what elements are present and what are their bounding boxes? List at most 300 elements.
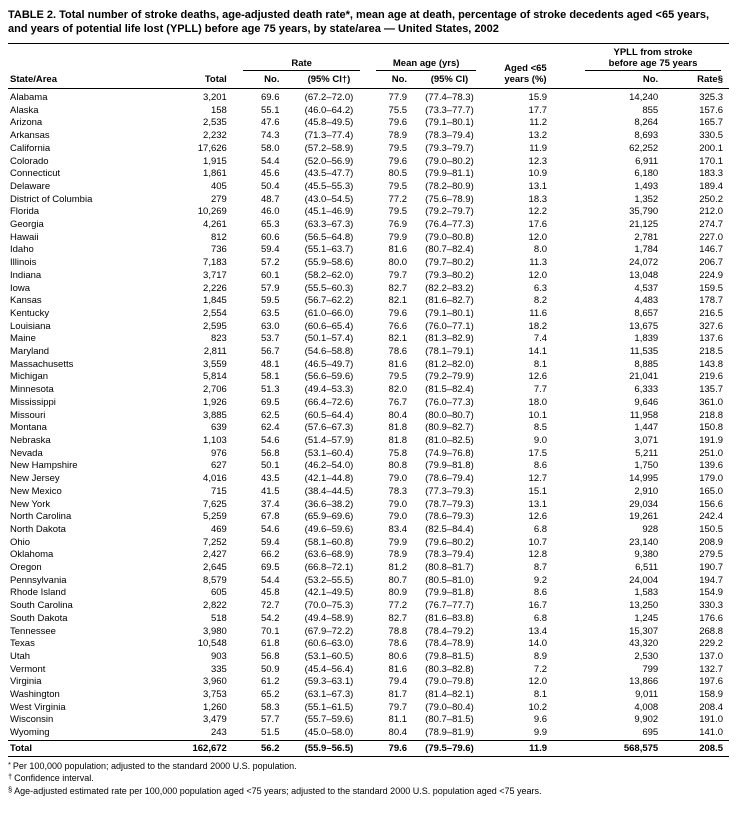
value-cell: (79.6–80.2) xyxy=(425,536,474,548)
value-cell: 4,008 xyxy=(634,701,659,713)
value-cell: 18.2 xyxy=(528,320,548,332)
value-cell: (53.1–60.4) xyxy=(304,447,354,459)
table-row xyxy=(8,587,729,600)
value-cell: 191.9 xyxy=(699,434,723,446)
value-cell: 80.5 xyxy=(388,168,408,180)
value-cell: (61.0–66.0) xyxy=(304,307,354,319)
value-cell: (77.4–78.3) xyxy=(425,92,474,103)
value-cell: 9,902 xyxy=(634,714,659,726)
table-row xyxy=(8,435,729,448)
value-cell: 4,483 xyxy=(634,295,659,307)
value-cell: 224.9 xyxy=(699,269,723,281)
value-cell: (77.3–79.3) xyxy=(425,485,474,497)
table-row xyxy=(8,473,729,486)
state-area-cell: Idaho xyxy=(10,244,34,256)
value-cell: (46.5–49.7) xyxy=(304,358,354,370)
value-cell: 79.7 xyxy=(388,701,408,713)
value-cell: 212.0 xyxy=(699,206,723,218)
value-cell: 2,706 xyxy=(203,384,227,396)
value-cell: 69.6 xyxy=(260,92,280,103)
value-cell: 78.9 xyxy=(388,130,408,142)
value-cell: 695 xyxy=(642,727,659,739)
col-header-total: Total xyxy=(180,44,235,89)
value-cell: (81.4–82.1) xyxy=(425,689,474,701)
value-cell: 132.7 xyxy=(699,663,723,675)
value-cell: 4,261 xyxy=(203,219,227,231)
table-row xyxy=(8,156,729,169)
footnote-dagger-symbol: † xyxy=(8,772,13,782)
value-cell: 65.2 xyxy=(260,689,280,701)
value-cell: 176.6 xyxy=(699,612,723,624)
value-cell: 6,180 xyxy=(634,168,659,180)
value-cell: (78.3–79.4) xyxy=(425,130,474,142)
value-cell: 8,264 xyxy=(634,117,659,129)
value-cell: (76.4–77.3) xyxy=(425,219,474,231)
value-cell: 59.4 xyxy=(260,536,280,548)
value-cell: 137.6 xyxy=(699,333,723,345)
value-cell: 605 xyxy=(210,587,227,599)
state-area-cell: Kansas xyxy=(10,295,42,307)
value-cell: 79.6 xyxy=(388,155,408,167)
value-cell: (56.7–62.2) xyxy=(304,295,354,307)
value-cell: 1,103 xyxy=(203,434,227,446)
value-cell: (49.4–58.9) xyxy=(304,612,354,624)
value-cell: 15,307 xyxy=(629,625,659,637)
value-cell: 7,183 xyxy=(203,257,227,269)
value-cell: 66.2 xyxy=(260,549,280,561)
footnotes xyxy=(8,760,729,798)
state-area-cell: New Mexico xyxy=(10,485,62,497)
value-cell: 55.1 xyxy=(260,104,280,116)
value-cell: 56.7 xyxy=(260,346,280,358)
col-header-ypll-no: No. xyxy=(577,71,672,89)
value-cell: (66.8–72.1) xyxy=(304,562,354,574)
col-group-ypll-label xyxy=(585,47,721,71)
state-area-cell: Arizona xyxy=(10,117,43,129)
value-cell: 6,333 xyxy=(634,384,659,396)
value-cell: (80.5–81.0) xyxy=(425,574,474,586)
value-cell: 7,625 xyxy=(203,498,227,510)
value-cell: 81.8 xyxy=(388,434,408,446)
value-cell: 58.1 xyxy=(260,371,280,383)
value-cell: (80.0–80.7) xyxy=(425,409,474,421)
value-cell: 13,866 xyxy=(629,676,659,688)
total-value-cell: 79.6 xyxy=(368,740,415,756)
value-cell: 81.7 xyxy=(388,689,408,701)
value-cell: 8,579 xyxy=(203,574,227,586)
value-cell: 58.3 xyxy=(260,701,280,713)
state-area-cell: Rhode Island xyxy=(10,587,66,599)
value-cell: (53.2–55.5) xyxy=(304,574,354,586)
value-cell: (74.9–76.8) xyxy=(425,447,474,459)
table-body xyxy=(8,89,729,741)
state-area-cell: Mississippi xyxy=(10,396,56,408)
value-cell: 13.1 xyxy=(528,180,548,192)
state-area-cell: Arkansas xyxy=(10,130,50,142)
value-cell: 8.6 xyxy=(533,587,548,599)
total-value-cell: 11.9 xyxy=(484,740,577,756)
state-area-cell: Nevada xyxy=(10,447,43,459)
value-cell: 65.3 xyxy=(260,219,280,231)
value-cell: (43.0–54.5) xyxy=(304,193,354,205)
total-value-cell: (55.9–56.5) xyxy=(289,740,368,756)
value-cell: 150.5 xyxy=(699,523,723,535)
table-row xyxy=(8,232,729,245)
value-cell: 639 xyxy=(210,422,227,434)
value-cell: 79.4 xyxy=(388,676,408,688)
state-area-cell: Louisiana xyxy=(10,320,51,332)
value-cell: 80.0 xyxy=(388,257,408,269)
value-cell: 1,352 xyxy=(634,193,659,205)
value-cell: 53.7 xyxy=(260,333,280,345)
state-area-cell: Colorado xyxy=(10,155,49,167)
value-cell: 190.7 xyxy=(699,562,723,574)
value-cell: 12.0 xyxy=(528,269,548,281)
value-cell: 9,646 xyxy=(634,396,659,408)
value-cell: 158 xyxy=(210,104,227,116)
value-cell: 17,626 xyxy=(197,142,227,154)
value-cell: 76.9 xyxy=(388,219,408,231)
table-row xyxy=(8,664,729,677)
value-cell: 2,554 xyxy=(203,307,227,319)
value-cell: (82.2–83.2) xyxy=(425,282,474,294)
value-cell: 8,693 xyxy=(634,130,659,142)
value-cell: 79.7 xyxy=(388,269,408,281)
value-cell: (81.5–82.4) xyxy=(425,384,474,396)
value-cell: 243 xyxy=(210,727,227,739)
value-cell: 141.0 xyxy=(699,727,723,739)
value-cell: 2,535 xyxy=(203,117,227,129)
value-cell: 78.9 xyxy=(388,549,408,561)
value-cell: 75.8 xyxy=(388,447,408,459)
state-area-cell: Virginia xyxy=(10,676,42,688)
table-row xyxy=(8,714,729,727)
value-cell: (73.3–77.7) xyxy=(425,104,474,116)
table-row xyxy=(8,181,729,194)
value-cell: 4,537 xyxy=(634,282,659,294)
state-area-cell: New Hampshire xyxy=(10,460,78,472)
table-row xyxy=(8,511,729,524)
value-cell: (63.1–67.3) xyxy=(304,689,354,701)
value-cell: (53.1–60.5) xyxy=(304,650,354,662)
value-cell: 12.8 xyxy=(528,549,548,561)
value-cell: 80.4 xyxy=(388,409,408,421)
value-cell: 13,675 xyxy=(629,320,659,332)
state-area-cell: Ohio xyxy=(10,536,31,548)
state-area-cell: Wisconsin xyxy=(10,714,54,726)
value-cell: (80.3–82.8) xyxy=(425,663,474,675)
value-cell: 2,811 xyxy=(203,346,227,358)
value-cell: 855 xyxy=(642,104,659,116)
value-cell: 2,232 xyxy=(203,130,227,142)
footnote-ypll-rate xyxy=(8,785,729,798)
state-area-cell: Utah xyxy=(10,650,31,662)
value-cell: (42.1–49.5) xyxy=(304,587,354,599)
value-cell: 79.5 xyxy=(388,371,408,383)
state-area-cell: New Jersey xyxy=(10,473,60,485)
value-cell: 183.3 xyxy=(699,168,723,180)
table-row xyxy=(8,562,729,575)
state-area-cell: Wyoming xyxy=(10,727,50,739)
table-row xyxy=(8,702,729,715)
value-cell: 139.6 xyxy=(699,460,723,472)
table-row xyxy=(8,206,729,219)
table-row xyxy=(8,626,729,639)
value-cell: (75.6–78.9) xyxy=(425,193,474,205)
value-cell: 208.9 xyxy=(699,536,723,548)
value-cell: 12.6 xyxy=(528,511,548,523)
state-area-cell: Hawaii xyxy=(10,231,39,243)
table-row xyxy=(8,244,729,257)
value-cell: 72.7 xyxy=(260,600,280,612)
table-row xyxy=(8,486,729,499)
value-cell: 17.7 xyxy=(528,104,548,116)
value-cell: 165.0 xyxy=(699,485,723,497)
value-cell: 2,910 xyxy=(634,485,659,497)
state-area-cell: New York xyxy=(10,498,51,510)
value-cell: 50.4 xyxy=(260,180,280,192)
value-cell: 79.0 xyxy=(388,473,408,485)
value-cell: 81.6 xyxy=(388,358,408,370)
value-cell: 229.2 xyxy=(699,638,723,650)
value-cell: 3,980 xyxy=(203,625,227,637)
value-cell: 23,140 xyxy=(629,536,659,548)
value-cell: (60.6–63.0) xyxy=(304,638,354,650)
value-cell: (82.5–84.4) xyxy=(425,523,474,535)
total-value-cell: 56.2 xyxy=(235,740,290,756)
value-cell: 1,583 xyxy=(634,587,659,599)
value-cell: 14.1 xyxy=(528,346,548,358)
value-cell: 51.5 xyxy=(260,727,280,739)
table-header xyxy=(8,44,729,89)
value-cell: 1,493 xyxy=(634,180,659,192)
value-cell: 208.4 xyxy=(699,701,723,713)
value-cell: 78.6 xyxy=(388,638,408,650)
value-cell: (55.5–60.3) xyxy=(304,282,354,294)
value-cell: 2,427 xyxy=(203,549,227,561)
value-cell: 1,861 xyxy=(203,168,227,180)
value-cell: (60.6–65.4) xyxy=(304,320,354,332)
value-cell: (79.0–80.4) xyxy=(425,701,474,713)
col-group-rate-label: Rate xyxy=(243,58,361,71)
state-area-cell: North Dakota xyxy=(10,523,66,535)
value-cell: (45.8–49.5) xyxy=(304,117,354,129)
state-area-cell: Georgia xyxy=(10,219,44,231)
state-area-cell: Michigan xyxy=(10,371,49,383)
value-cell: 5,211 xyxy=(635,447,659,459)
value-cell: 80.8 xyxy=(388,460,408,472)
value-cell: 74.3 xyxy=(260,130,280,142)
value-cell: 54.4 xyxy=(260,155,280,167)
value-cell: 57.2 xyxy=(260,257,280,269)
value-cell: 823 xyxy=(210,333,227,345)
value-cell: 81.8 xyxy=(388,422,408,434)
state-area-cell: Florida xyxy=(10,206,40,218)
value-cell: 81.2 xyxy=(388,562,408,574)
value-cell: 76.6 xyxy=(388,320,408,332)
table-row xyxy=(8,270,729,283)
state-area-cell: Iowa xyxy=(10,282,31,294)
table-row xyxy=(8,117,729,130)
state-area-cell: Maryland xyxy=(10,346,50,358)
value-cell: 63.5 xyxy=(260,307,280,319)
value-cell: (78.2–80.9) xyxy=(425,180,474,192)
value-cell: (38.4–44.5) xyxy=(304,485,354,497)
value-cell: 9.2 xyxy=(533,574,548,586)
value-cell: 2,530 xyxy=(634,650,659,662)
value-cell: (45.4–56.4) xyxy=(304,663,354,675)
footnote-asterisk-symbol: * xyxy=(8,759,11,769)
value-cell: 9.9 xyxy=(533,727,548,739)
col-group-mean-age xyxy=(368,44,483,72)
value-cell: (79.0–79.8) xyxy=(425,676,474,688)
value-cell: 80.6 xyxy=(388,650,408,662)
state-area-cell: South Dakota xyxy=(10,612,68,624)
value-cell: 8.2 xyxy=(533,295,548,307)
value-cell: 9,380 xyxy=(634,549,659,561)
value-cell: 325.3 xyxy=(699,92,723,103)
value-cell: 361.0 xyxy=(699,396,723,408)
value-cell: 37.4 xyxy=(260,498,280,510)
value-cell: 12.2 xyxy=(528,206,548,218)
value-cell: 218.8 xyxy=(699,409,723,421)
value-cell: 3,885 xyxy=(203,409,227,421)
value-cell: 80.7 xyxy=(388,574,408,586)
value-cell: 79.6 xyxy=(388,117,408,129)
state-area-cell: Connecticut xyxy=(10,168,61,180)
value-cell: 21,041 xyxy=(629,371,659,383)
value-cell: 2,226 xyxy=(203,282,227,294)
state-area-cell: Indiana xyxy=(10,269,42,281)
col-header-age-ci: (95% CI) xyxy=(415,71,484,89)
state-area-cell: Missouri xyxy=(10,409,46,421)
value-cell: 78.8 xyxy=(388,625,408,637)
col-header-state-area: State/Area xyxy=(8,44,180,89)
value-cell: 61.8 xyxy=(260,638,280,650)
value-cell: 2,822 xyxy=(203,600,227,612)
value-cell: 45.6 xyxy=(260,168,280,180)
value-cell: 77.2 xyxy=(388,600,408,612)
value-cell: 903 xyxy=(210,650,227,662)
table-row xyxy=(8,524,729,537)
value-cell: 14.0 xyxy=(528,638,548,650)
value-cell: (49.4–53.3) xyxy=(304,384,354,396)
value-cell: (80.8–81.7) xyxy=(425,562,474,574)
value-cell: 1,915 xyxy=(203,155,227,167)
value-cell: (80.7–81.5) xyxy=(425,714,474,726)
value-cell: 45.8 xyxy=(260,587,280,599)
value-cell: 154.9 xyxy=(699,587,723,599)
value-cell: 178.7 xyxy=(699,295,723,307)
value-cell: 18.0 xyxy=(528,396,548,408)
value-cell: 158.9 xyxy=(699,689,723,701)
value-cell: 6.8 xyxy=(533,612,548,624)
table-row xyxy=(8,295,729,308)
aged-header-line1: Aged <65 xyxy=(504,63,547,74)
value-cell: (78.9–81.9) xyxy=(425,727,474,739)
table-row xyxy=(8,194,729,207)
value-cell: (45.5–55.3) xyxy=(304,180,354,192)
table-row xyxy=(8,257,729,270)
state-area-cell: Alabama xyxy=(10,92,48,103)
table-row xyxy=(8,168,729,181)
value-cell: 54.6 xyxy=(260,523,280,535)
state-area-cell: Montana xyxy=(10,422,47,434)
col-group-rate xyxy=(235,44,369,72)
value-cell: 251.0 xyxy=(699,447,723,459)
value-cell: 8.6 xyxy=(533,460,548,472)
table-row xyxy=(8,130,729,143)
value-cell: 8.9 xyxy=(533,650,548,662)
value-cell: 14,995 xyxy=(629,473,659,485)
value-cell: 2,595 xyxy=(203,320,227,332)
value-cell: 8.1 xyxy=(533,689,548,701)
state-area-cell: Delaware xyxy=(10,180,51,192)
value-cell: (58.2–62.0) xyxy=(304,269,354,281)
state-area-cell: Pennsylvania xyxy=(10,574,67,586)
value-cell: 279 xyxy=(210,193,227,205)
value-cell: (76.7–77.7) xyxy=(425,600,474,612)
value-cell: 82.1 xyxy=(388,295,408,307)
value-cell: 6.8 xyxy=(533,523,548,535)
value-cell: 216.5 xyxy=(699,307,723,319)
ypll-header-line1: YPLL from stroke xyxy=(613,47,693,58)
value-cell: 3,717 xyxy=(203,269,227,281)
table-row xyxy=(8,499,729,512)
value-cell: 11.2 xyxy=(529,117,548,129)
value-cell: (57.6–67.3) xyxy=(304,422,354,434)
col-group-ypll xyxy=(577,44,729,72)
value-cell: 19,261 xyxy=(629,511,659,523)
value-cell: 218.5 xyxy=(699,346,723,358)
value-cell: 18.3 xyxy=(528,193,548,205)
table-row xyxy=(8,549,729,562)
value-cell: 197.6 xyxy=(699,676,723,688)
value-cell: (79.9–81.8) xyxy=(425,460,474,472)
value-cell: 3,201 xyxy=(203,92,227,103)
state-area-cell: North Carolina xyxy=(10,511,72,523)
value-cell: 13,048 xyxy=(629,269,659,281)
value-cell: 77.2 xyxy=(388,193,408,205)
value-cell: 69.5 xyxy=(260,396,280,408)
value-cell: 77.9 xyxy=(388,92,408,103)
state-area-cell: Vermont xyxy=(10,663,46,675)
value-cell: 15.1 xyxy=(528,485,548,497)
value-cell: 83.4 xyxy=(388,523,408,535)
value-cell: 2,645 xyxy=(203,562,227,574)
state-area-cell: Kentucky xyxy=(10,307,50,319)
value-cell: 13,250 xyxy=(629,600,659,612)
value-cell: (50.1–57.4) xyxy=(304,333,354,345)
value-cell: 48.1 xyxy=(260,358,280,370)
value-cell: 170.1 xyxy=(699,155,723,167)
value-cell: (51.4–57.9) xyxy=(304,434,354,446)
value-cell: 7.4 xyxy=(533,333,548,345)
table-row xyxy=(8,613,729,626)
value-cell: (79.2–79.7) xyxy=(425,206,474,218)
value-cell: (63.6–68.9) xyxy=(304,549,354,561)
value-cell: 12.0 xyxy=(528,676,548,688)
value-cell: 1,926 xyxy=(203,396,227,408)
value-cell: 135.7 xyxy=(699,384,723,396)
value-cell: 143.8 xyxy=(699,358,723,370)
value-cell: 1,245 xyxy=(634,612,659,624)
value-cell: (79.3–79.7) xyxy=(425,142,474,154)
value-cell: 57.7 xyxy=(260,714,280,726)
value-cell: 10.2 xyxy=(528,701,548,713)
state-area-cell: West Virginia xyxy=(10,701,66,713)
value-cell: (49.6–59.6) xyxy=(304,523,354,535)
